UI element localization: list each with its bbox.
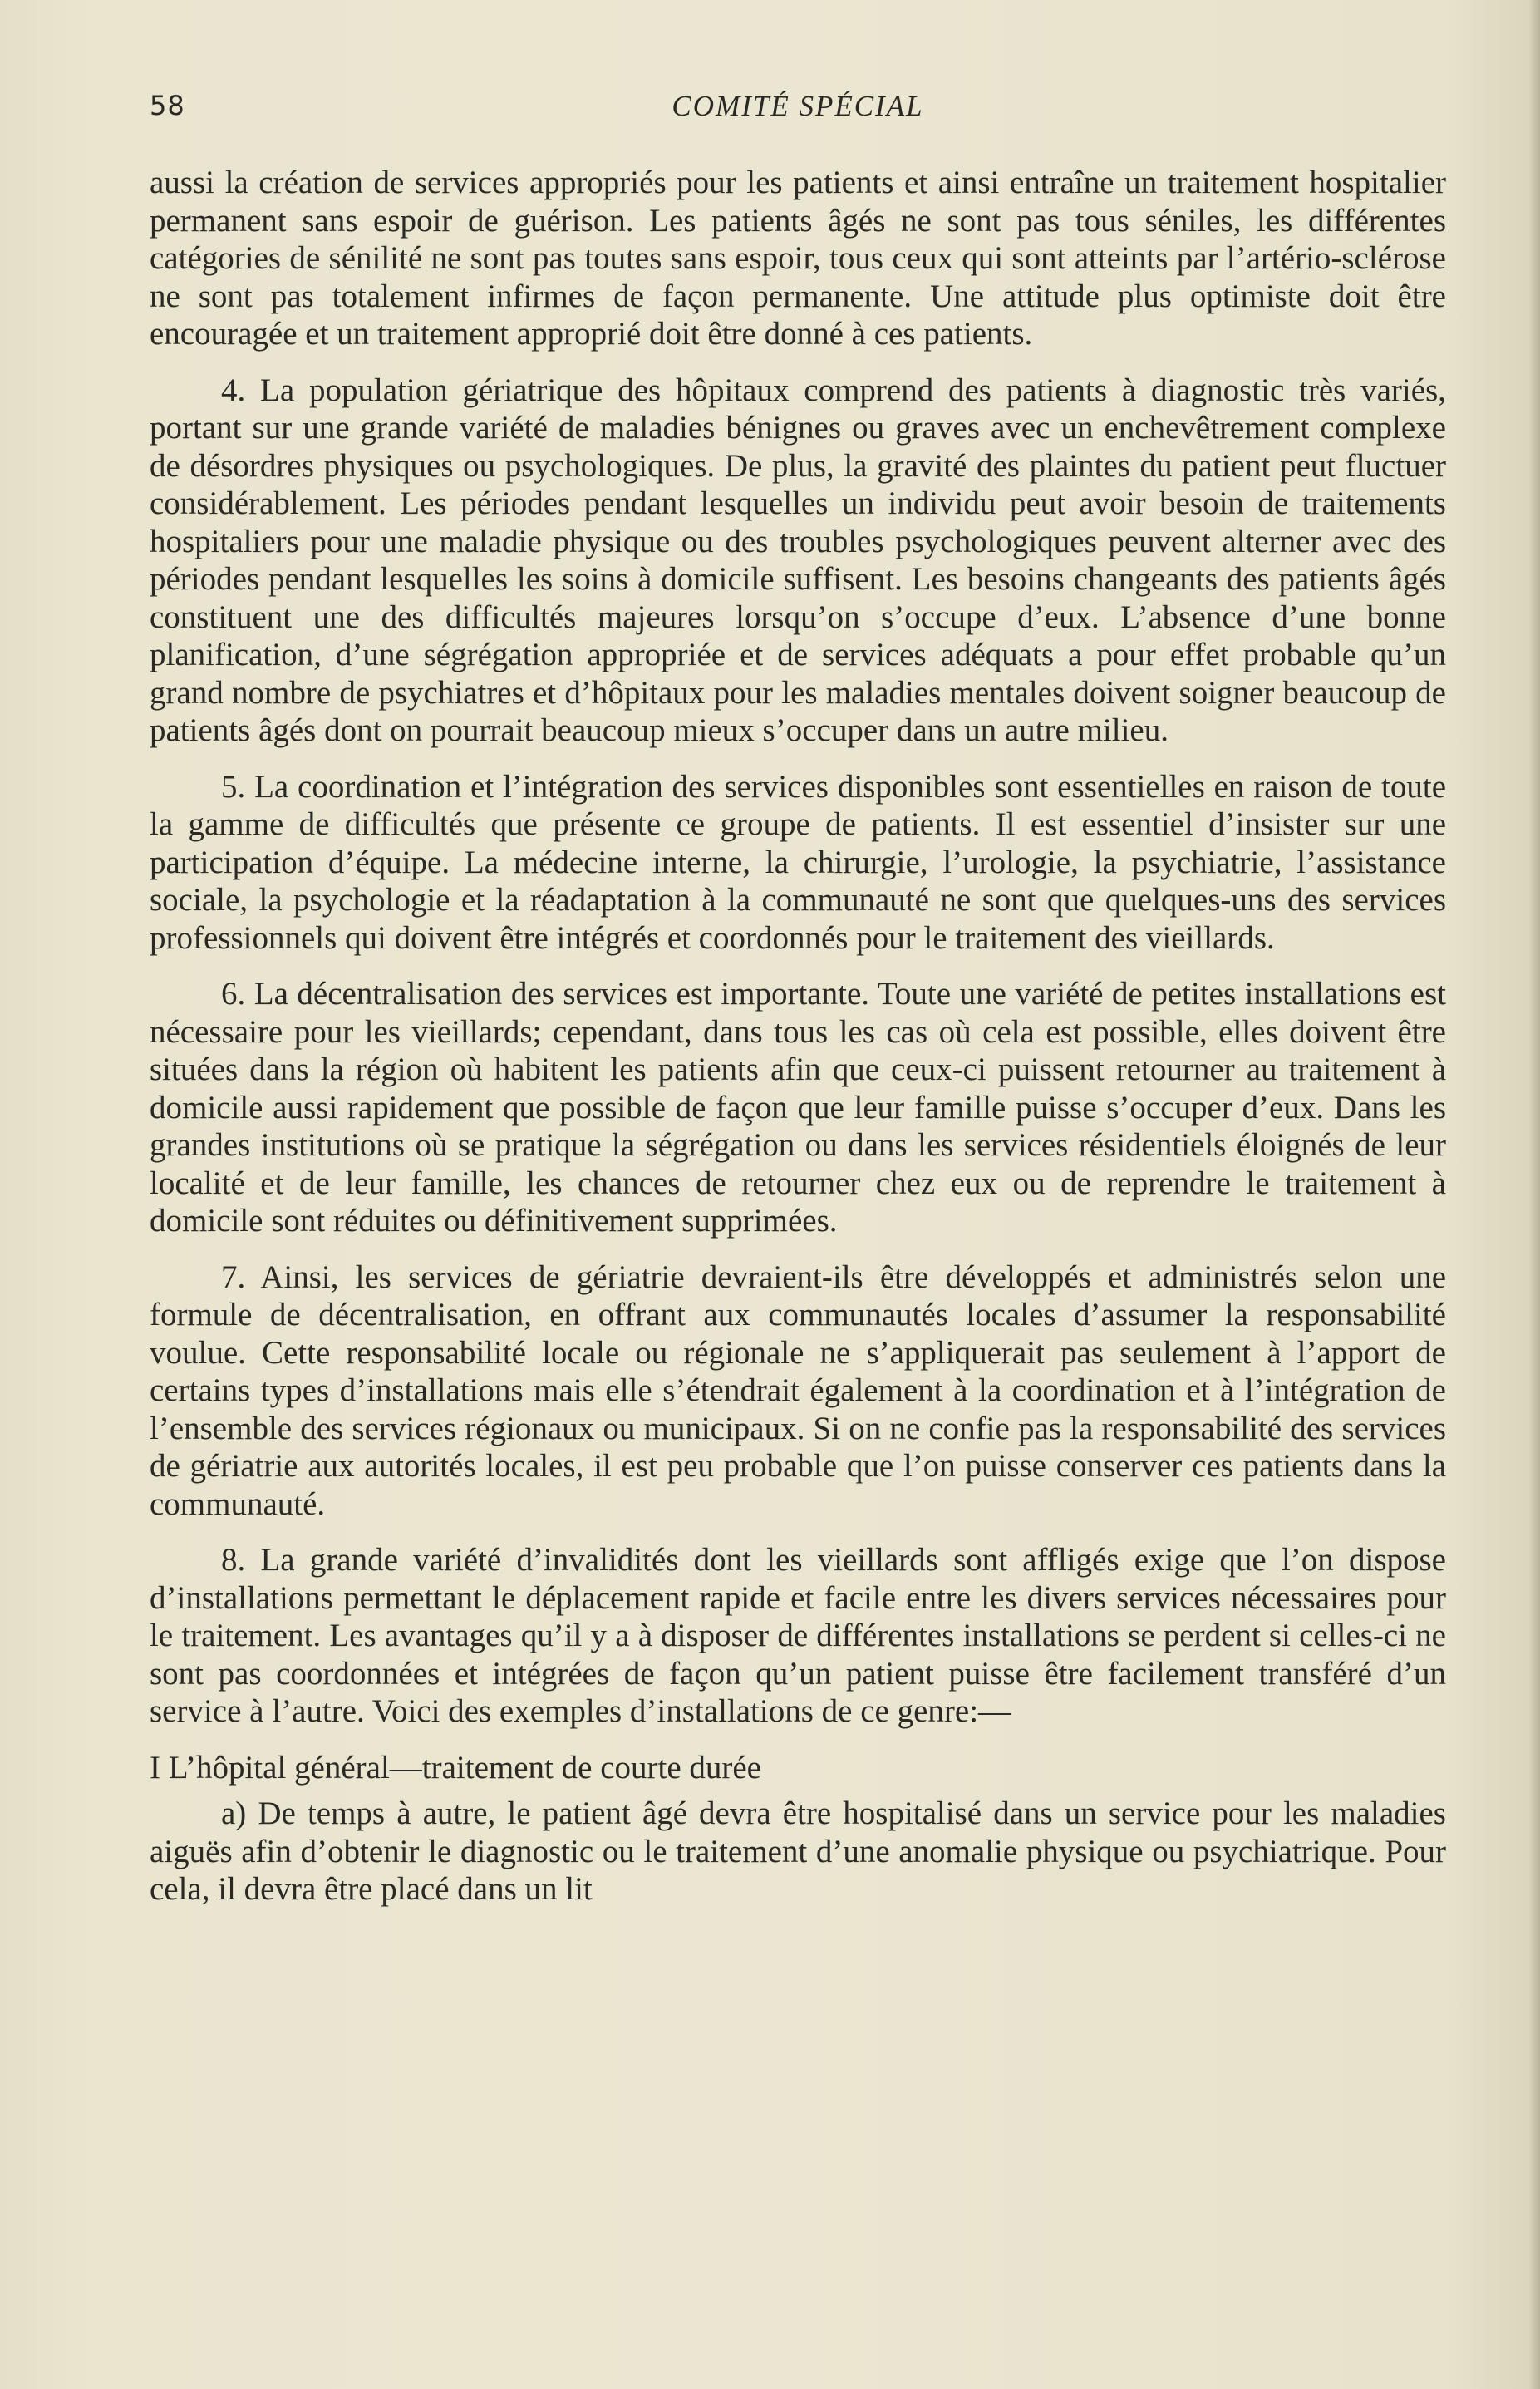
item-a: a) De temps à autre, le patient âgé devra être hospitalisé dans un service pour les maladies aiguës afin d’obtenir le diagnostic ou le traitement d’une anomalie physique ou psychiatrique. Pour cela, il devra être placé dans un lit [150, 1795, 1446, 1907]
paragraph-4: 4. La population gériatrique des hôpitaux comprend des patients à diagnostic très variés, portant sur une grande variété de maladies bénignes ou graves avec un enchevêtrement complexe de désordres physiques ou psychologiques. De plus, la gravité des plaintes du patient peut fluctuer considérablement. Les périodes pendant lesquelles un individu peut avoir besoin de traitements hospitaliers pour une maladie physique ou des troubles psychologiques peuvent alterner avec des périodes pendant lesquelles les soins à domicile suffisent. Les besoins changeants des patients âgés constituent une des difficultés majeures lorsqu’on s’occupe d’eux. L’absence d’une bonne planification, d’une ségrégation appropriée et de services adéquats a pour effet probable qu’un grand nombre de psychiatres et d’hôpitaux pour les maladies mentales doivent soigner beaucoup de patients âgés dont on pourrait beaucoup mieux s’occuper dans un autre milieu. [150, 372, 1446, 748]
section-heading-I: I L’hôpital général—traitement de courte durée [150, 1749, 761, 1786]
page-edge-shadow [1528, 0, 1540, 2389]
paragraph-6: 6. La décentralisation des services est importante. Toute une variété de petites installations est nécessaire pour les vieillards; cependant, dans tous les cas où cela est possible, elles doivent être situées dans la région où habitent les patients afin que ceux-ci puissent retourner au traitement à domicile aussi rapidement que possible de façon que leur famille puisse s’occuper d’eux. Dans les grandes institutions où se pratique la ségrégation ou dans les services résidentiels éloignés de leur localité et de leur famille, les chances de retourner chez eux ou de reprendre le traitement à domicile sont réduites ou définitivement supprimées. [150, 976, 1446, 1239]
paragraph-7: 7. Ainsi, les services de gériatrie devraient-ils être développés et administrés selon une formule de décentralisation, en offrant aux communautés locales d’assumer la responsabilité voulue. Cette responsabilité locale ou régionale ne s’appliquerait pas seulement à l’apport de certains types d’installations mais elle s’étendrait également à la coordination et à l’intégration de l’ensemble des services régionaux ou municipaux. Si on ne confie pas la responsabilité des services de gériatrie aux autorités locales, il est peu probable que l’on puisse conserver ces patients dans la communauté. [150, 1259, 1446, 1522]
paragraph-5: 5. La coordination et l’intégration des services disponibles sont essentielles en raison de toute la gamme de difficultés que présente ce groupe de patients. Il est essentiel d’insister sur une participation d’équipe. La médecine interne, la chirurgie, l’urologie, la psychiatrie, l’assistance sociale, la psychologie et la réadaptation à la communauté ne sont que quelques-uns des services professionnels qui doivent être intégrés et coordonnés pour le traitement des vieillards. [150, 768, 1446, 956]
running-title: COMITÉ SPÉCIAL [672, 90, 924, 122]
paragraph-8: 8. La grande variété d’invalidités dont les vieillards sont affligés exige que l’on dispose d’installations permettant le déplacement rapide et facile entre les divers services nécessaires pour le traitement. Les avantages qu’il y a à disposer de différentes installations se perdent si celles-ci ne sont pas coordonnées et intégrées de façon qu’un patient puisse être facilement transféré d’un service à l’autre. Voici des exemples d’installations de ce genre:— [150, 1542, 1446, 1729]
body-text [150, 164, 1446, 1909]
paragraph-continuation: aussi la création de services appropriés pour les patients et ainsi entraîne un traitement hospitalier permanent sans espoir de guérison. Les patients âgés ne sont pas tous séniles, les différentes catégories de sénilité ne sont pas toutes sans espoir, tous ceux qui sont atteints par l’artério-sclérose ne sont pas totalement infirmes de façon permanente. Une attitude plus optimiste doit être encouragée et un traitement approprié doit être donné à ces patients. [150, 165, 1446, 352]
page-header [150, 90, 1446, 131]
page-number: 58 [150, 90, 185, 121]
